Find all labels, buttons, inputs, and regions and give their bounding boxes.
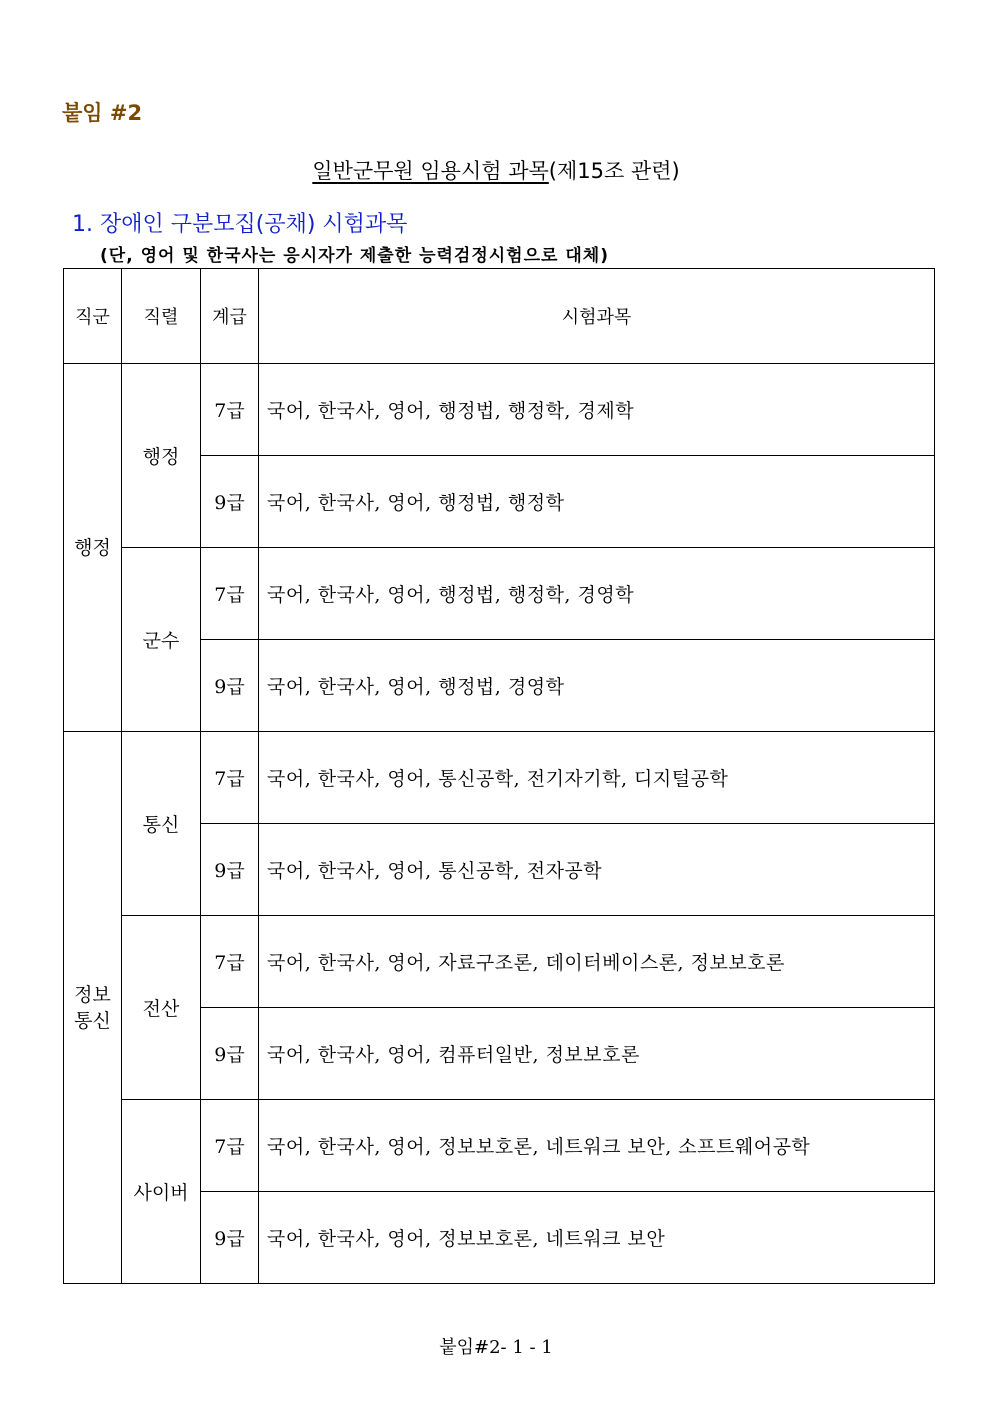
grade-cell: 7급 — [201, 732, 259, 824]
subjects-cell: 국어, 한국사, 영어, 행정법, 행정학, 경제학 — [259, 364, 935, 456]
table-header-row — [64, 269, 935, 364]
table-row — [64, 1100, 935, 1192]
subjects-cell: 국어, 한국사, 영어, 컴퓨터일반, 정보보호론 — [259, 1008, 935, 1100]
job-group-cell: 정보통신 — [64, 732, 122, 1284]
job-series-cell: 행정 — [122, 364, 201, 548]
subjects-cell: 국어, 한국사, 영어, 통신공학, 전기자기학, 디지털공학 — [259, 732, 935, 824]
subjects-cell: 국어, 한국사, 영어, 정보보호론, 네트워크 보안, 소프트웨어공학 — [259, 1100, 935, 1192]
section-note: (단, 영어 및 한국사는 응시자가 제출한 능력검정시험으로 대체) — [100, 246, 609, 266]
grade-cell: 7급 — [201, 1100, 259, 1192]
subjects-cell: 국어, 한국사, 영어, 통신공학, 전자공학 — [259, 824, 935, 916]
subjects-cell: 국어, 한국사, 영어, 정보보호론, 네트워크 보안 — [259, 1192, 935, 1284]
grade-cell: 9급 — [201, 1008, 259, 1100]
document-title — [0, 155, 992, 185]
grade-cell: 7급 — [201, 548, 259, 640]
subjects-cell: 국어, 한국사, 영어, 행정법, 행정학, 경영학 — [259, 548, 935, 640]
grade-cell: 7급 — [201, 916, 259, 1008]
job-series-cell: 통신 — [122, 732, 201, 916]
subjects-cell: 국어, 한국사, 영어, 행정법, 경영학 — [259, 640, 935, 732]
exam-subjects-table — [63, 268, 935, 1284]
job-series-cell: 전산 — [122, 916, 201, 1100]
grade-cell: 9급 — [201, 640, 259, 732]
header-job-series: 직렬 — [122, 269, 201, 364]
table-row — [64, 548, 935, 640]
page-footer: 붙임#2- 1 - 1 — [439, 1337, 553, 1358]
table-row — [64, 916, 935, 1008]
grade-cell: 9급 — [201, 824, 259, 916]
header-job-group: 직군 — [64, 269, 122, 364]
job-series-cell: 군수 — [122, 548, 201, 732]
document-title-main: 일반군무원 임용시험 과목 — [312, 159, 549, 183]
job-group-cell: 행정 — [64, 364, 122, 732]
attachment-label: 붙임 #2 — [62, 101, 143, 125]
subjects-cell: 국어, 한국사, 영어, 행정법, 행정학 — [259, 456, 935, 548]
section-heading: 1. 장애인 구분모집(공채) 시험과목 — [72, 212, 408, 237]
job-series-cell: 사이버 — [122, 1100, 201, 1284]
header-grade: 계급 — [201, 269, 259, 364]
table-row — [64, 732, 935, 824]
header-subjects: 시험과목 — [259, 269, 935, 364]
grade-cell: 9급 — [201, 1192, 259, 1284]
document-title-suffix: (제15조 관련) — [548, 159, 680, 183]
grade-cell: 7급 — [201, 364, 259, 456]
subjects-cell: 국어, 한국사, 영어, 자료구조론, 데이터베이스론, 정보보호론 — [259, 916, 935, 1008]
grade-cell: 9급 — [201, 456, 259, 548]
table-row — [64, 364, 935, 456]
